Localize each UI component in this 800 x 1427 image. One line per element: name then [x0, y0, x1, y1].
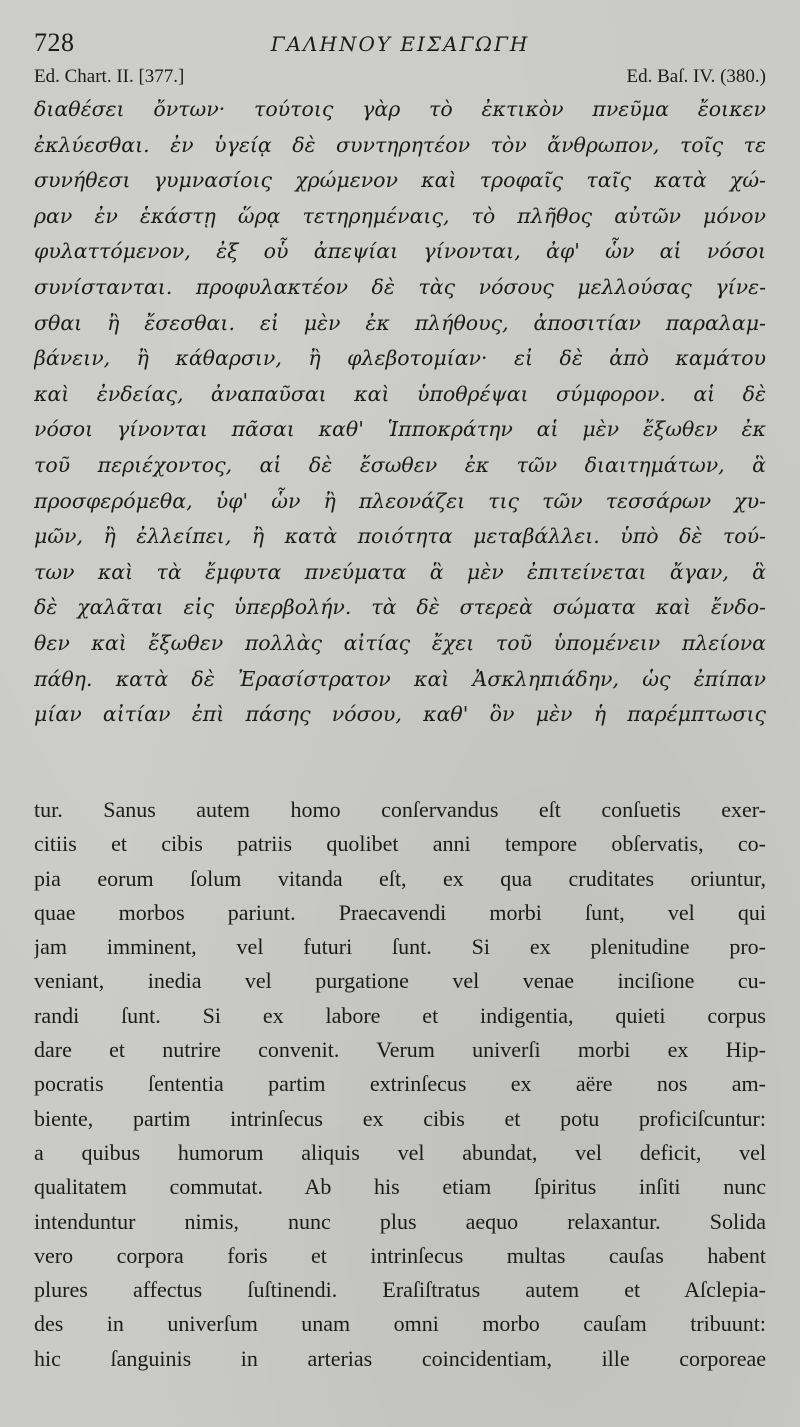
edition-reference-chartier: Ed. Chart. II. [377.]: [34, 66, 185, 87]
edition-reference-basel: Ed. Baſ. IV. (380.): [626, 66, 766, 87]
greek-line: βάνειν, ἢ κάθαρσιν, ἢ φλεβοτομίαν· εἰ δὲ ἀπὸ καμάτου: [34, 346, 766, 371]
latin-line: biente, partim intrinſecus ex cibis et potu proficiſcuntur:: [34, 1105, 766, 1131]
greek-line: προσφερόμεθα, ὑφ' ὧν ἢ πλεονάζει τις τῶν τεσσάρων χυ-: [34, 488, 766, 513]
greek-line: μῶν, ἢ ἐλλείπει, ἢ κατὰ ποιότητα μεταβάλλει. ὑπὸ δὲ τού-: [34, 524, 766, 549]
greek-line: δὲ χαλᾶται εἰς ὑπερβολήν. τὰ δὲ στερεὰ σώματα καὶ ἔνδο-: [34, 595, 766, 620]
latin-line: veniant, inedia vel purgatione vel venae inciſione cu-: [34, 968, 766, 994]
latin-line: quae morbos pariunt. Praecavendi morbi ſunt, vel qui: [34, 899, 766, 925]
greek-line: πάθη. κατὰ δὲ Ἐρασίστρατον καὶ Ἀσκληπιάδην, ὡς ἐπίπαν: [34, 666, 766, 691]
greek-line: διαθέσει ὄντων· τούτοις γὰρ τὸ ἐκτικὸν πνεῦμα ἔοικεν: [34, 97, 766, 121]
greek-text-block: [34, 92, 766, 732]
greek-line: καὶ ἐνδείας, ἀναπαῦσαι καὶ ὑποθρέψαι σύμφορον. αἱ δὲ: [34, 381, 766, 406]
greek-line: τοῦ περιέχοντος, αἱ δὲ ἔσωθεν ἐκ τῶν διαιτημάτων, ἃ: [34, 452, 766, 477]
latin-line: tur. Sanus autem homo conſervandus eſt conſuetis exer-: [34, 797, 766, 822]
latin-text-block: [34, 793, 766, 1413]
greek-line: ραν ἐν ἑκάστῃ ὥρᾳ τετηρημέναις, τὸ πλῆθος αὐτῶν μόνον: [34, 203, 766, 228]
latin-line: jam imminent, vel futuri ſunt. Si ex plenitudine pro-: [34, 934, 766, 960]
page-number: 728: [34, 28, 75, 57]
greek-line: συνίστανται. προφυλακτέον δὲ τὰς νόσους μελλούσας γίνε-: [34, 274, 766, 299]
latin-line: hic ſanguinis in arterias coincidentiam, ille corporeae: [34, 1345, 766, 1371]
latin-line: des in univerſum unam omni morbo cauſam tribuunt:: [34, 1311, 766, 1337]
greek-line: θεν καὶ ἔξωθεν πολλὰς αἰτίας ἔχει τοῦ ὑπομένειν πλείονα: [34, 630, 766, 655]
latin-line: a quibus humorum aliquis vel abundat, vel deficit, vel: [34, 1139, 766, 1165]
latin-line: vero corpora foris et intrinſecus multas cauſas habent: [34, 1242, 766, 1268]
greek-line: των καὶ τὰ ἔμφυτα πνεύματα ἃ μὲν ἐπιτείνεται ἄγαν, ἃ: [34, 559, 766, 584]
greek-line: μίαν αἰτίαν ἐπὶ πάσης νόσου, καθ' ὃν μὲν ἡ παρέμπτωσις: [34, 702, 766, 727]
latin-line: dare et nutrire convenit. Verum univerſi morbi ex Hip-: [34, 1037, 766, 1063]
latin-line: randi ſunt. Si ex labore et indigentia, quieti corpus: [34, 1002, 766, 1028]
page-header: [34, 28, 766, 64]
latin-line: intenduntur nimis, nunc plus aequo relaxantur. Solida: [34, 1208, 766, 1234]
latin-line: pia eorum ſolum vitanda eſt, ex qua cruditates oriuntur,: [34, 865, 766, 891]
greek-line: φυλαττόμενον, ἐξ οὗ ἀπεψίαι γίνονται, ἀφ' ὧν αἱ νόσοι: [34, 239, 766, 264]
greek-line: σθαι ἢ ἔσεσθαι. εἰ μὲν ἐκ πλήθους, ἀποσιτίαν παραλαμ-: [34, 310, 766, 335]
latin-line: pocratis ſententia partim extrinſecus ex aëre nos am-: [34, 1071, 766, 1097]
greek-line: ἐκλύεσθαι. ἐν ὑγείᾳ δὲ συντηρητέον τὸν ἄνθρωπον, τοῖς τε: [34, 132, 766, 157]
greek-line: συνήθεσι γυμνασίοις χρώμενον καὶ τροφαῖς ταῖς κατὰ χώ-: [34, 168, 766, 193]
latin-line: citiis et cibis patriis quolibet anni tempore obſervatis, co-: [34, 831, 766, 857]
running-title: ΓΑΛΗΝΟΥ ΕΙΣΑΓΩΓΗ: [270, 32, 530, 56]
latin-line: plures affectus ſuſtinendi. Eraſiſtratus autem et Aſclepia-: [34, 1277, 766, 1303]
edition-references: [34, 66, 766, 92]
greek-line: νόσοι γίνονται πᾶσαι καθ' Ἱπποκράτην αἱ μὲν ἔξωθεν ἐκ: [34, 417, 766, 442]
latin-line: qualitatem commutat. Ab his etiam ſpiritus inſiti nunc: [34, 1174, 766, 1200]
